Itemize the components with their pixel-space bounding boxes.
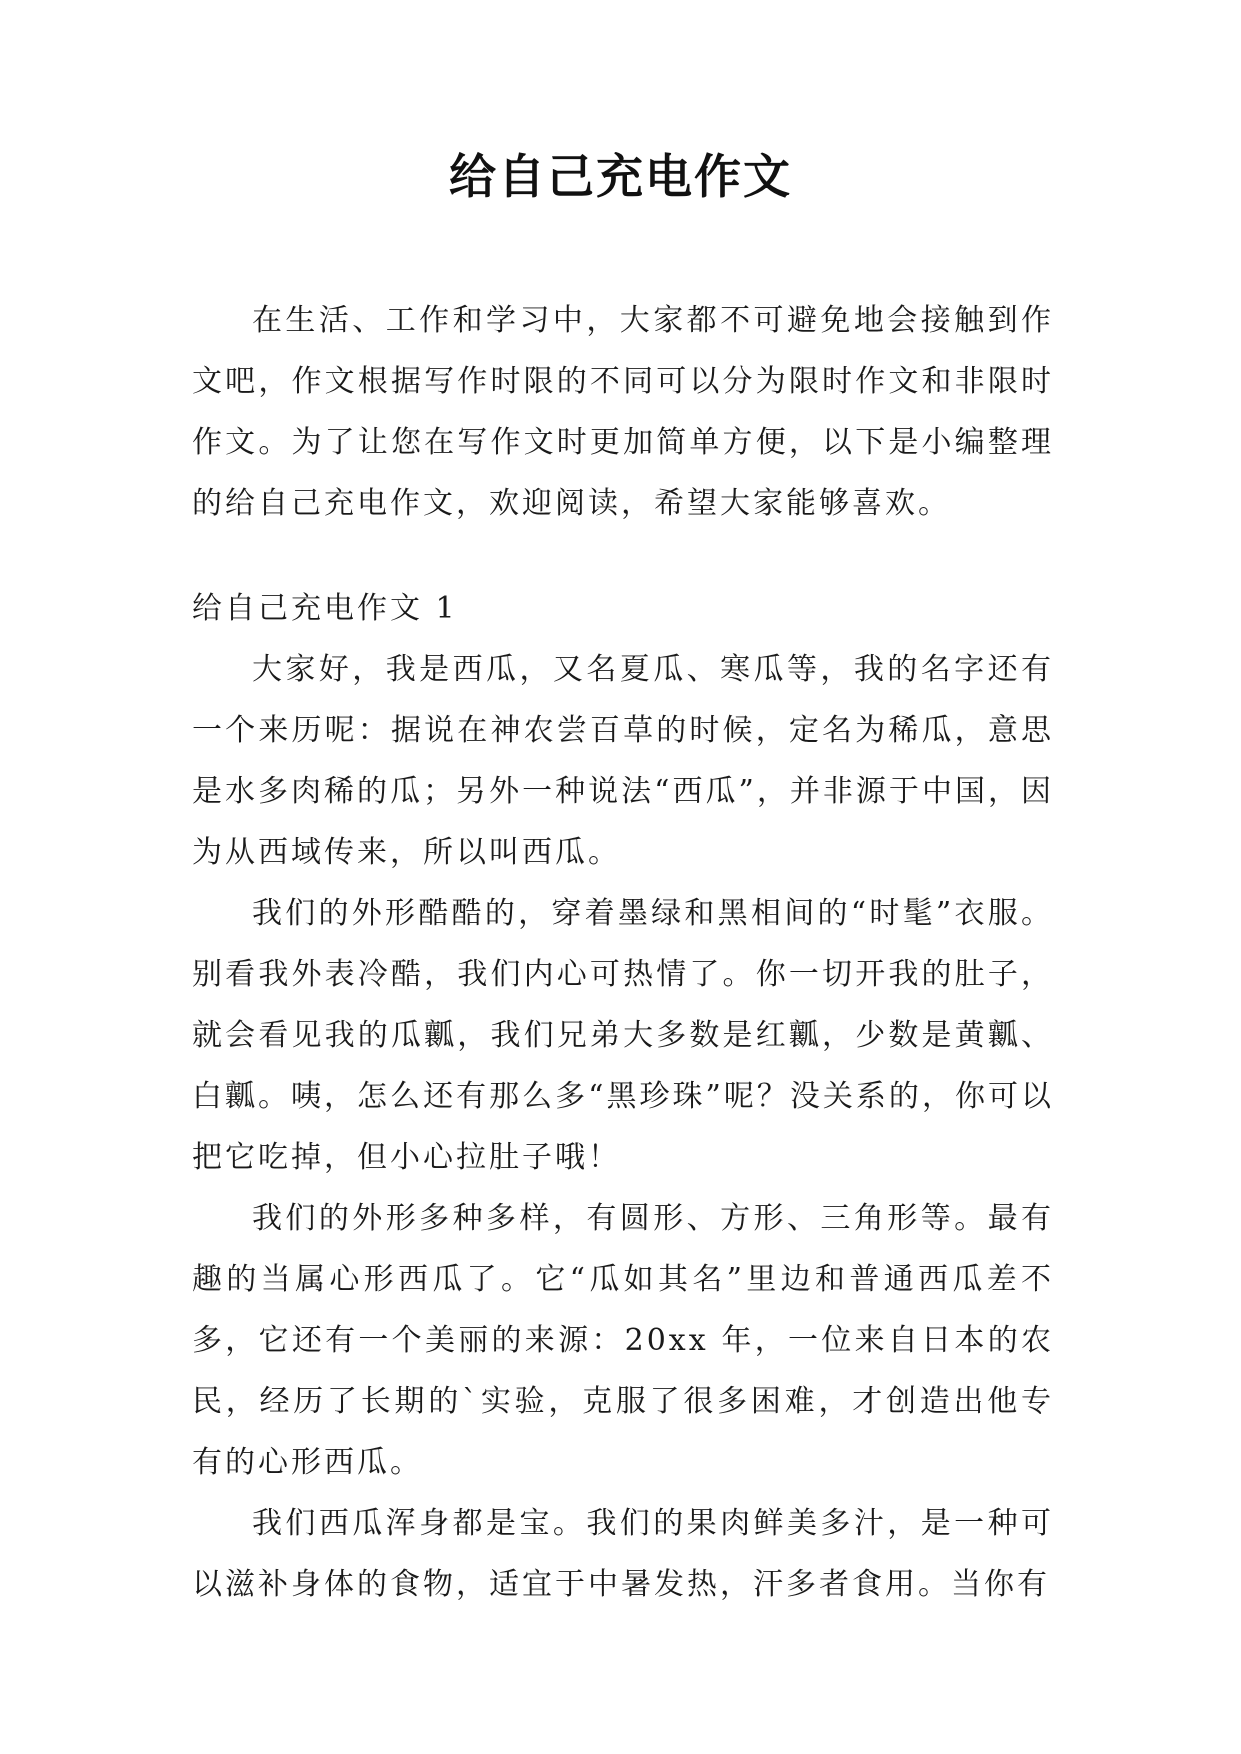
document-title: 给自己充电作文 [449,150,792,205]
intro-block [192,290,1054,534]
intro-paragraph: 在生活、工作和学习中，大家都不可避免地会接触到作文吧，作文根据写作时限的不同可以分为限时作文和非限时作文。为了让您在写作文时更加简单方便，以下是小编整理的给自己充电作文，欢迎阅读，希望大家能够喜欢。 [192,303,1054,521]
essay-paragraph-3: 我们的外形多种多样，有圆形、方形、三角形等。最有趣的当属心形西瓜了。它“瓜如其名”里边和普通西瓜差不多，它还有一个美丽的来源：20xx 年，一位来自日本的农民，经历了长期的`实验，克服了很多困难，才创造出他专有的心形西瓜。 [192,1201,1054,1480]
essay-paragraph-1: 大家好，我是西瓜，又名夏瓜、寒瓜等，我的名字还有一个来历呢：据说在神农尝百草的时候，定名为稀瓜，意思是水多肉稀的瓜；另外一种说法“西瓜”，并非源于中国，因为从西域传来，所以叫西瓜。 [192,652,1054,870]
essay-paragraph-2: 我们的外形酷酷的，穿着墨绿和黑相间的“时髦”衣服。别看我外表冷酷，我们内心可热情了。你一切开我的肚子，就会看见我的瓜瓤，我们兄弟大多数是红瓤，少数是黄瓤、白瓤。咦，怎么还有那么多“黑珍珠”呢？没关系的，你可以把它吃掉，但小心拉肚子哦！ [192,896,1054,1175]
essay-paragraph-4: 我们西瓜浑身都是宝。我们的果肉鲜美多汁，是一种可以滋补身体的食物，适宜于中暑发热，汗多者食用。当你有 [192,1506,1054,1602]
section-heading: 给自己充电作文 1 [192,591,458,626]
essay-body [192,578,1054,1615]
